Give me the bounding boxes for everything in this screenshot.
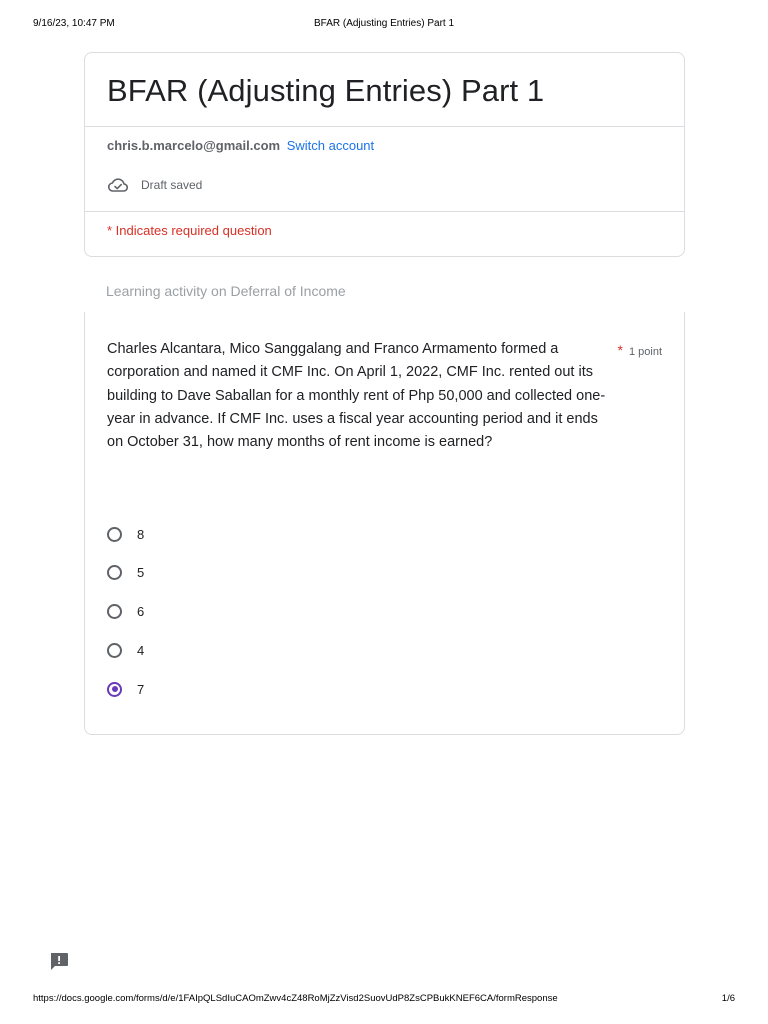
account-row xyxy=(107,138,374,153)
header-divider xyxy=(85,126,684,127)
print-page-number: 1/6 xyxy=(721,993,735,1004)
radio-button[interactable] xyxy=(107,527,122,542)
option-label: 4 xyxy=(137,642,145,658)
print-datetime: 9/16/23, 10:47 PM xyxy=(33,18,115,29)
option-5[interactable] xyxy=(107,563,144,583)
option-label: 6 xyxy=(137,604,145,620)
feedback-icon[interactable] xyxy=(48,950,70,972)
radio-button-selected[interactable] xyxy=(107,682,122,697)
radio-button[interactable] xyxy=(107,565,122,580)
switch-account-link[interactable]: Switch account xyxy=(286,138,375,153)
radio-button[interactable] xyxy=(107,643,122,658)
required-divider xyxy=(85,211,684,212)
required-asterisk: * xyxy=(617,342,623,358)
form-title: BFAR (Adjusting Entries) Part 1 xyxy=(107,73,545,108)
account-email: chris.b.marcelo@gmail.com xyxy=(107,138,281,153)
draft-status-row xyxy=(107,177,202,193)
required-note: * Indicates required question xyxy=(107,223,272,238)
option-label: 7 xyxy=(137,681,145,697)
print-header xyxy=(33,18,735,32)
option-4[interactable] xyxy=(107,640,144,660)
print-doc-title: BFAR (Adjusting Entries) Part 1 xyxy=(313,18,455,29)
form-header-card xyxy=(84,52,685,257)
answer-options xyxy=(107,524,144,718)
cloud-check-icon xyxy=(107,177,129,193)
option-label: 5 xyxy=(137,565,145,581)
section-description: Learning activity on Deferral of Income xyxy=(106,283,346,299)
points-label: 1 point xyxy=(628,346,662,358)
question-text: Charles Alcantara, Mico Sanggalang and Franco Armamento formed a corporation and named it CMF Inc. On April 1, 2022, CMF Inc. rented out its building to Dave Saballan for a monthly rent of Php 50,000 and collected one-year in advance. If CMF Inc. uses a fiscal year accounting period and it ends on October 31, how many months of rent income is earned? xyxy=(107,341,606,451)
draft-status-text: Draft saved xyxy=(141,178,203,192)
option-8[interactable] xyxy=(107,524,144,544)
option-label: 8 xyxy=(137,526,145,542)
print-footer xyxy=(33,993,735,1007)
option-6[interactable] xyxy=(107,602,144,622)
question-card xyxy=(84,312,685,735)
radio-button[interactable] xyxy=(107,604,122,619)
question-points xyxy=(618,342,662,358)
option-7[interactable] xyxy=(107,679,144,699)
print-url: https://docs.google.com/forms/d/e/1FAIpQLSdIuCAOmZwv4cZ48RoMjZzVisd2SuovUdP8ZsCPBukKNEF6CA/formResponse xyxy=(33,993,558,1004)
